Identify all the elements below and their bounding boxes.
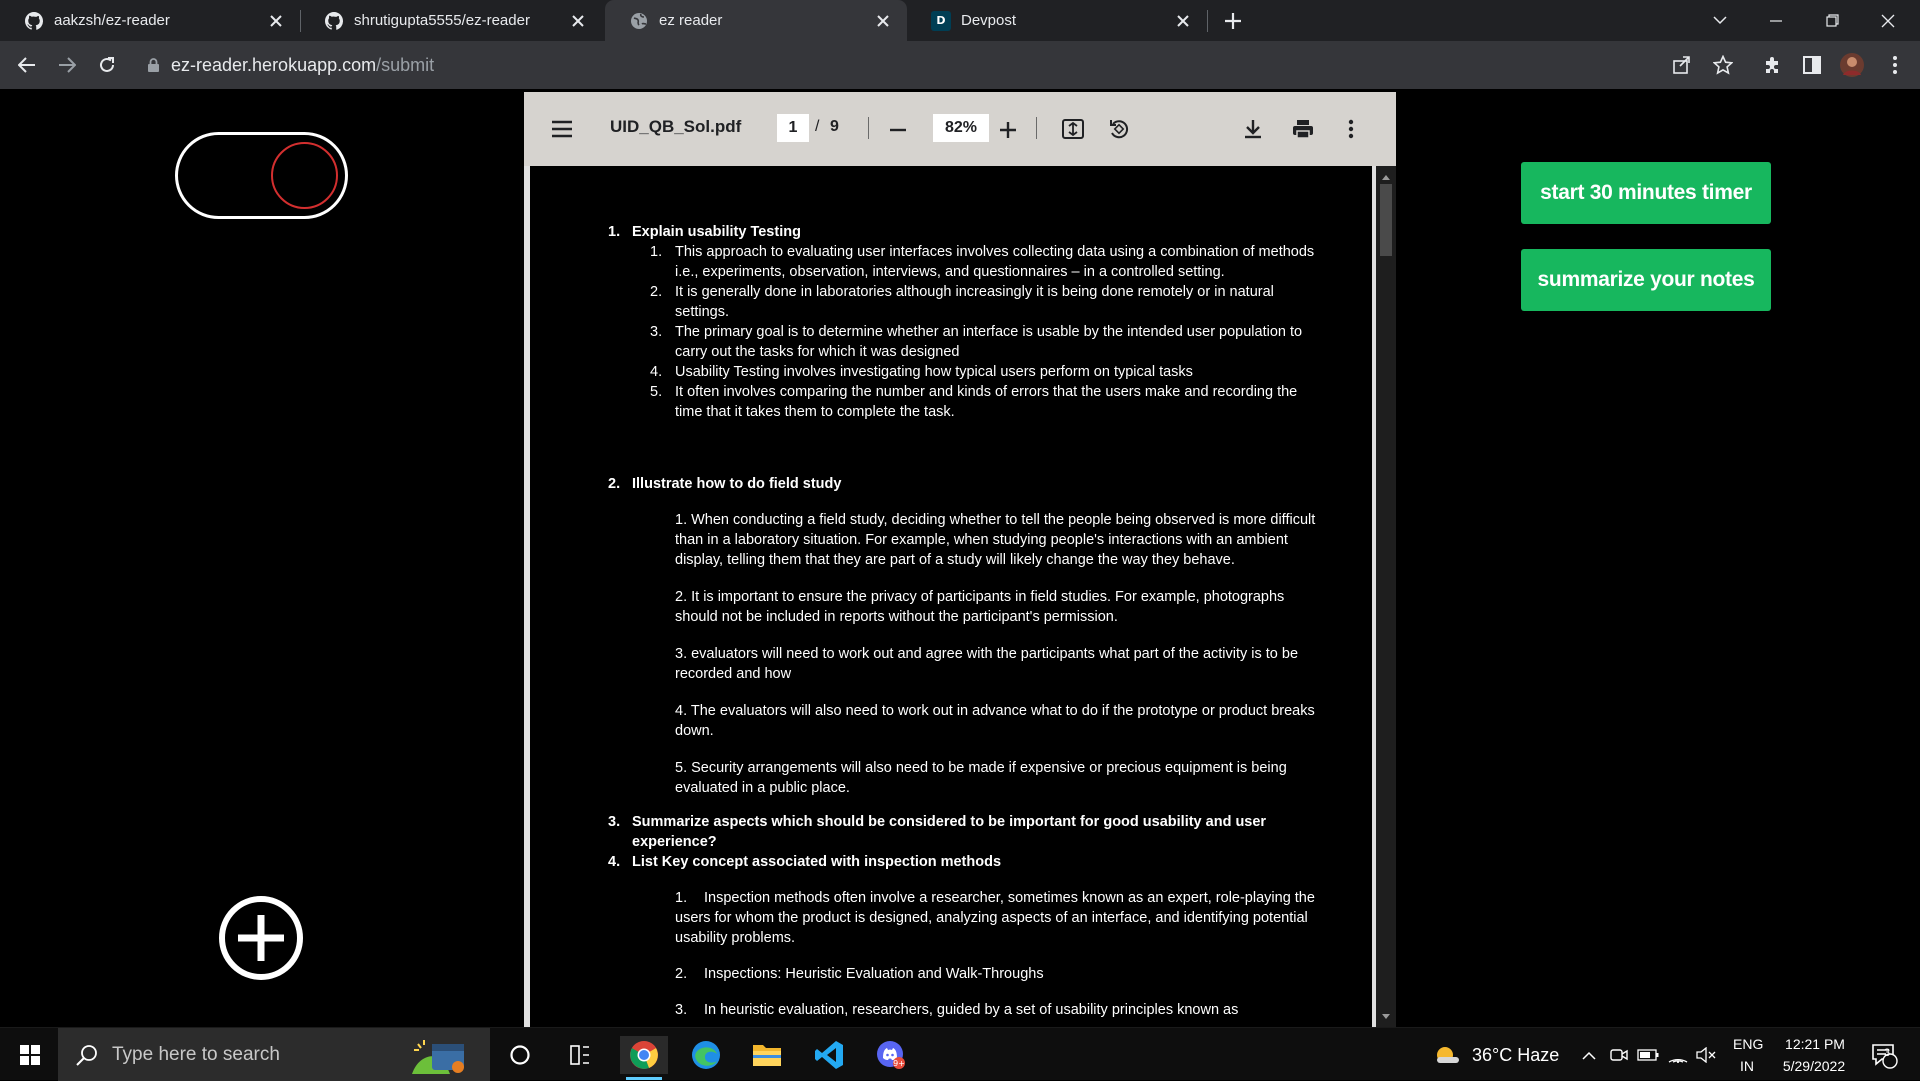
clock-date[interactable]: 5/29/2022 [1782,1058,1846,1074]
file-explorer-icon[interactable] [743,1036,791,1074]
search-highlight-icon [410,1034,472,1081]
pdf-viewer [524,92,1396,1027]
restore-icon[interactable] [1804,0,1860,41]
zoom-in-icon[interactable] [996,118,1020,142]
rotate-icon[interactable] [1106,116,1132,142]
scrollbar-thumb[interactable] [1380,184,1392,256]
page-content [0,89,1920,1027]
tab-search-icon[interactable] [1692,0,1748,41]
question-text: Explain usability Testing [632,224,801,240]
battery-icon[interactable] [1636,1036,1660,1074]
pdf-scrollbar[interactable] [1376,166,1396,1027]
window-close-icon[interactable] [1860,0,1916,41]
item-text: It often involves comparing the number and kinds of errors that the users make and recording the time that it takes them to complete the task. [675,384,1298,420]
github-icon [324,11,344,31]
close-icon[interactable] [1173,11,1193,31]
wifi-icon[interactable] [1666,1036,1690,1074]
windows-taskbar [0,1027,1920,1080]
zoom-out-icon[interactable] [886,118,910,142]
close-icon[interactable] [266,11,286,31]
vscode-icon[interactable] [805,1036,853,1074]
url-path: /submit [376,54,435,75]
search-placeholder: Type here to search [112,1043,280,1065]
browser-toolbar [0,41,1920,89]
minimize-icon[interactable] [1748,0,1804,41]
github-icon [24,11,44,31]
question-number: 4. [608,854,621,870]
item-number: 5. [650,384,663,400]
bookmark-star-icon[interactable] [1710,52,1736,78]
profile-avatar-icon[interactable] [1839,52,1865,78]
question-number: 3. [608,814,621,830]
weather-text[interactable]: 36°C Haze [1472,1045,1560,1065]
item-text: Usability Testing involves investigating how typical users perform on typical tasks [675,364,1193,380]
tab-shrutigupta-ez-reader[interactable] [300,0,602,41]
url-host: ez-reader.herokuapp.com [171,54,377,75]
item-number: 3. [650,324,663,340]
speaker-muted-icon[interactable] [1694,1036,1718,1074]
pdf-toolbar [524,92,1396,166]
question-text: List Key concept associated with inspection methods [632,854,1002,870]
theme-toggle[interactable] [175,132,348,219]
discord-icon[interactable] [867,1036,915,1074]
extensions-icon[interactable] [1759,52,1785,78]
clock-time[interactable]: 12:21 PM [1785,1036,1845,1052]
add-circle-icon[interactable] [218,895,304,981]
toolbar-divider [1036,117,1037,139]
tab-separator [1207,10,1208,32]
side-panel-icon[interactable] [1799,52,1825,78]
item-text: In heuristic evaluation, researchers, guided by a set of usability principles known as [704,1002,1239,1018]
paragraph: 3. evaluators will need to work out and agree with the participants what part of the activity is to be recorded and how [675,646,1299,682]
tab-strip [0,0,1920,41]
tab-title: ez reader [659,12,723,29]
summarize-notes-button[interactable]: summarize your notes [1521,249,1771,311]
toolbar-divider [868,117,869,139]
paragraph: 1. When conducting a field study, deciding whether to tell the people being observed is more difficult than in a laboratory situation. For example, when studying people's interactions with an ambient display, telling them that they are part of a study will likely change the way they behave. [675,512,1316,568]
question-text: Illustrate how to do field study [632,476,842,492]
item-text: The primary goal is to determine whether an interface is usable by the intended user population to carry out the tasks for which it was designed [675,324,1303,360]
reload-icon[interactable] [93,51,121,79]
page-total: 9 [830,118,839,135]
item-number: 4. [650,364,663,380]
question-number: 1. [608,224,621,240]
new-tab-icon[interactable] [1220,8,1246,34]
forward-icon[interactable] [53,51,81,79]
tab-aakzsh-ez-reader[interactable] [0,0,300,41]
pdf-menu-icon[interactable] [550,117,574,141]
item-text: Inspections: Heuristic Evaluation and Walk-Throughs [704,966,1044,982]
task-view-icon[interactable] [560,1036,600,1074]
taskbar-search[interactable] [58,1028,490,1081]
question-text: Summarize aspects which should be considered to be important for good usability and user experience? [632,814,1267,850]
item-number: 1. [675,890,688,906]
tab-title: aakzsh/ez-reader [54,12,170,29]
tab-title: shrutigupta5555/ez-reader [354,12,530,29]
notification-count: 3 [1883,1047,1891,1059]
lock-icon[interactable] [148,58,159,72]
address-bar[interactable] [146,47,1668,83]
item-number: 1. [650,244,663,260]
item-number: 3. [675,1002,688,1018]
tab-devpost[interactable] [907,0,1207,41]
zoom-level-input[interactable]: 82% [933,114,989,142]
back-icon[interactable] [13,51,41,79]
scroll-up-icon[interactable] [1381,172,1391,182]
close-icon[interactable] [873,11,893,31]
item-text: It is generally done in laboratories although increasingly it is being done remotely or in natural settings. [675,284,1274,320]
svg-text:9+: 9+ [893,1059,905,1068]
item-text: Inspection methods often involve a researcher, sometimes known as an expert, role-playing the users for whom the product is designed, analyzing aspects of an interface, and identifying potential usability problems. [675,890,1315,946]
menu-dots-icon[interactable] [1882,52,1908,78]
fit-to-page-icon[interactable] [1060,116,1086,142]
close-icon[interactable] [568,11,588,31]
language-region[interactable]: IN [1740,1058,1754,1074]
weather-sun-icon[interactable] [1432,1036,1462,1074]
item-number: 2. [675,966,688,982]
page-separator: / [815,118,820,135]
paragraph: 5. Security arrangements will also need to be made if expensive or precious equipment is being evaluated in a public place. [675,760,1287,796]
start-timer-button[interactable]: start 30 minutes timer [1521,162,1771,224]
chrome-icon[interactable] [620,1036,668,1074]
item-text: This approach to evaluating user interfaces involves collecting data using a combination of methods i.e., experiments, observation, interviews, and questionnaires – in a controlled setting. [675,244,1315,280]
tab-title: Devpost [961,12,1017,29]
tray-chevron-up-icon[interactable] [1578,1036,1600,1074]
toggle-knob [271,142,338,209]
meet-now-icon[interactable] [1608,1036,1630,1074]
print-icon[interactable] [1290,116,1316,142]
scroll-down-icon[interactable] [1381,1011,1391,1021]
more-options-icon[interactable] [1339,116,1363,142]
paragraph: 4. The evaluators will also need to work out in advance what to do if the prototype or product breaks down. [675,703,1315,739]
page-number-input[interactable]: 1 [777,114,809,142]
item-number: 2. [650,284,663,300]
globe-icon [629,11,649,31]
share-icon[interactable] [1669,52,1695,78]
cortana-icon[interactable] [500,1036,540,1074]
paragraph: 2. It is important to ensure the privacy of participants in field studies. For example, photographs should not be included in reports without the participant's permission. [675,589,1285,625]
edge-icon[interactable] [682,1036,730,1074]
pdf-file-name: UID_QB_Sol.pdf [610,117,742,136]
search-icon [76,1044,98,1066]
language-code[interactable]: ENG [1733,1036,1764,1052]
tab-ez-reader[interactable] [605,0,907,41]
devpost-icon: D [931,11,951,31]
question-number: 2. [608,476,621,492]
pdf-page[interactable] [530,166,1372,1027]
windows-start-icon[interactable] [12,1036,48,1074]
download-icon[interactable] [1240,116,1266,142]
